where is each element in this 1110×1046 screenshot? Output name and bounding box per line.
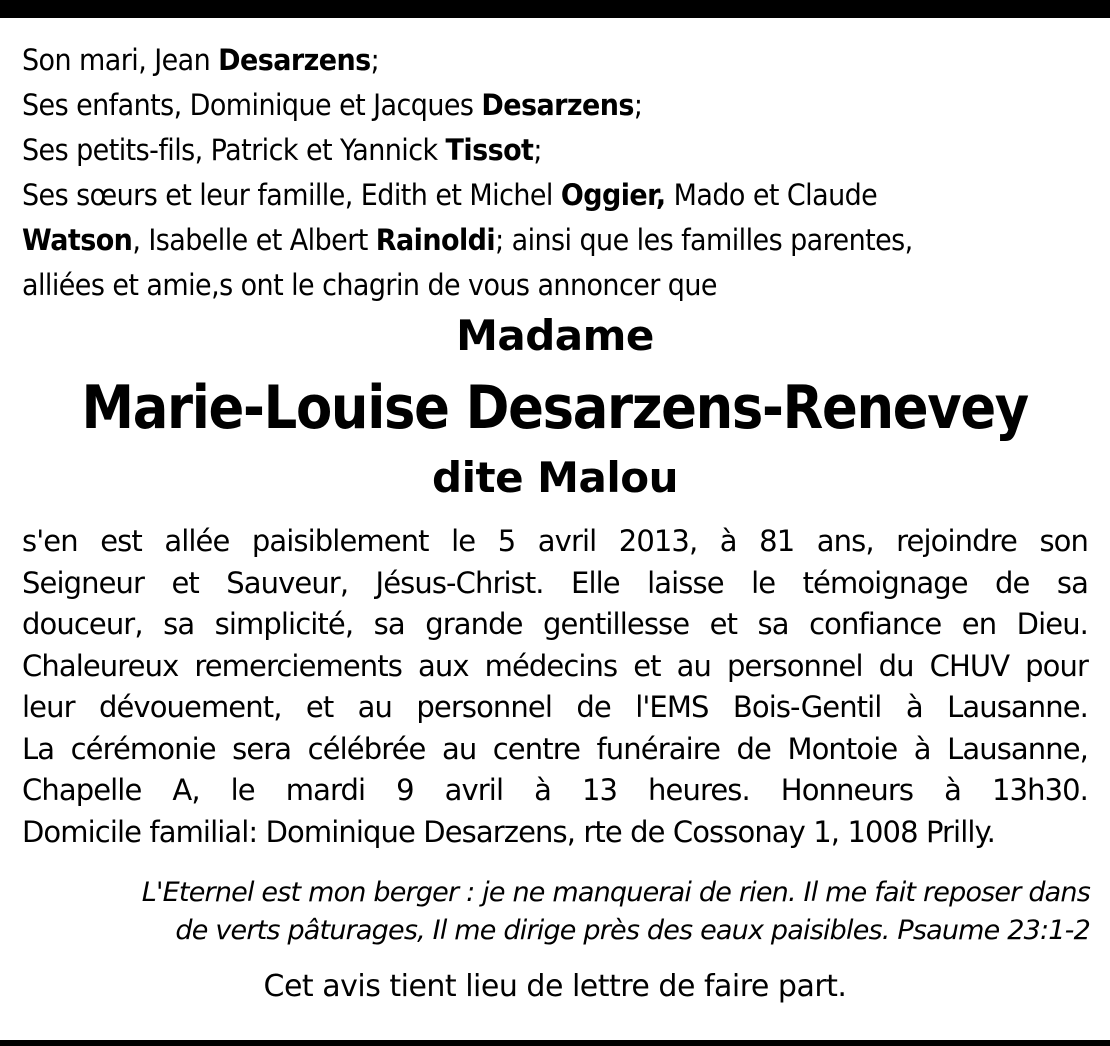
body-line-address: Domicile familial: Dominique Desarzens, rte de Cossonay 1, 1008 Prilly.	[22, 814, 995, 849]
intro-line-sisters-continued: Watson, Isabelle et Albert Rainoldi; ainsi que les familles parentes,	[22, 223, 913, 257]
surname: Desarzens	[481, 88, 634, 122]
deceased-name-text: Marie-Louise Desarzens-Renevey	[81, 373, 1029, 443]
body-line: Seigneur et Sauveur, Jésus-Christ. Elle laisse le témoignage de sa	[22, 565, 1088, 600]
body-line: Chapelle A, le mardi 9 avril à 13 heures. Honneurs à 13h30.	[22, 773, 1088, 807]
body-line: Chaleureux remerciements aux médecins et au personnel du CHUV pour	[22, 648, 1088, 683]
body-line: leur dévouement, et au personnel de l'EMS Bois-Gentil à Lausanne.	[22, 690, 1088, 724]
surname: Watson	[22, 223, 133, 257]
intro-line-closing: alliées et amie,s ont le chagrin de vous annoncer que	[22, 268, 717, 302]
psalm-line: L'Eternel est mon berger : je ne manquerai de rien. Il me fait reposer dans	[141, 877, 1090, 908]
deceased-alias: dite Malou	[432, 453, 678, 502]
surname: Tissot	[445, 133, 534, 167]
intro-line-sisters: Ses sœurs et leur famille, Edith et Michel Oggier, Mado et Claude	[22, 178, 878, 212]
psalm-line: de verts pâturages, Il me dirige près des eaux paisibles. Psaume 23:1-2	[175, 915, 1090, 946]
honorific: Madame	[456, 311, 654, 360]
bottom-border-rule	[0, 1040, 1110, 1046]
surname: Rainoldi	[375, 223, 496, 257]
body-line: douceur, sa simplicité, sa grande gentillesse et sa confiance en Dieu.	[22, 607, 1088, 641]
notice-footer: Cet avis tient lieu de lettre de faire part.	[263, 969, 847, 1004]
intro-line-grandsons: Ses petits-fils, Patrick et Yannick Tissot;	[22, 133, 542, 167]
surname: Oggier,	[560, 178, 666, 212]
intro-line-children: Ses enfants, Dominique et Jacques Desarzens;	[22, 88, 643, 122]
top-border-rule	[0, 0, 1110, 18]
surname: Desarzens	[218, 43, 371, 77]
family-announcement	[22, 38, 1017, 308]
body-line: s'en est allée paisiblement le 5 avril 2013, à 81 ans, rejoindre son	[22, 524, 1088, 558]
deceased-name	[0, 368, 1110, 448]
intro-line-husband: Son mari, Jean Desarzens;	[22, 43, 380, 77]
psalm-quote	[0, 874, 1090, 950]
body-line: La cérémonie sera célébrée au centre funéraire de Montoie à Lausanne,	[22, 731, 1088, 766]
obituary-body	[22, 521, 1088, 853]
